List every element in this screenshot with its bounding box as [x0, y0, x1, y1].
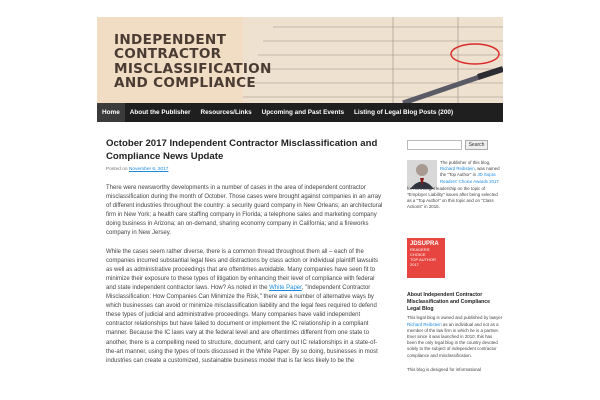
site-title-line: CONTRACTOR [114, 46, 222, 63]
about-author-link[interactable]: Richard Reibstein [407, 321, 442, 327]
badge-text: READERS' CHOICE [410, 247, 431, 257]
about-text [407, 315, 503, 358]
nav-item-resources[interactable]: Resources/Links [200, 109, 252, 116]
badge-text: TOP AUTHOR 2017 [410, 257, 436, 267]
award-link[interactable]: JD Supra Readers' Choice Awards 2017 [440, 172, 499, 184]
author-text: , was named the "Top Author" in [440, 166, 500, 178]
about-text-part: This legal blog is owned and published by lawyer [407, 315, 503, 321]
nav-item-events[interactable]: Upcoming and Past Events [261, 109, 345, 116]
post-date-link[interactable]: November 6, 2017 [128, 167, 169, 172]
post-text: , "Independent Contractor Misclassification: How Companies Can Minimize the Risk," there are a number of alternative ways by which businesses can avoid or minimize misclassification liability and the legal fees required to defend these types of judicial and administrative proceedings. Many companies have valid independent contractor relationships but have failed to document or implement the IC relationship in a compliant manner. Because the IC laws vary at the federal level and are oftentimes different from one state to another, there is a compelling need to structure, document, and carry out IC relationships in a state-of-the-art manner, using the types of tools discussed in the White Paper. By so doing, businesses in most industries can create a customized, sustainable business model that is far less likely to be the [106, 284, 378, 364]
post-paragraph [106, 248, 383, 366]
nav-item-home[interactable]: Home [97, 103, 125, 122]
author-text: for his thought leadership on the topic of "Employer Liability" issues after being selected as a "Top Author" on this topic and on "Class Actions" in 2016. [407, 185, 498, 210]
person-icon [407, 160, 437, 189]
search-form [407, 140, 503, 150]
main-nav [97, 103, 503, 122]
about-title: About Independent Contractor Misclassification and Compliance Legal Blog [407, 292, 491, 312]
sidebar [407, 140, 503, 373]
site-title[interactable] [114, 33, 272, 90]
white-paper-link[interactable]: White Paper [269, 284, 302, 291]
author-text: The publisher of this blog, [440, 160, 491, 165]
tax-form-illustration [243, 17, 503, 103]
about-text-2: This blog is designed for informational [407, 366, 481, 372]
post-body [106, 184, 383, 366]
site-title-line: MISCLASSIFICATION [114, 60, 272, 77]
author-photo [407, 160, 437, 189]
award-badge[interactable] [407, 238, 445, 278]
post-paragraph: There were newsworthy developments in a number of cases in the area of independent contractor misclassification during the month of October. Those cases were brought against companies in an array of different industries throughout the country: a security guard company in New Orleans; an architectural firm in New York; a health care staffing company in Florida; a telephone sales and marketing company doing business in Arizona; an on-demand, sharing economy company in California; and a fireworks company in New Jersey. [106, 185, 383, 237]
search-button[interactable]: Search [465, 140, 488, 150]
author-blurb [407, 160, 503, 211]
author-link[interactable]: Richard Reibstein [440, 166, 475, 172]
post-meta-prefix: Posted on [106, 167, 128, 172]
site-title-line: INDEPENDENT [114, 32, 227, 48]
about-text-part: as an individual and not as a member of the law firm in which he is a partner. Ever since it was launched in 2010, this has been the only legal blog in the country devoted solely to the subject of independent contractor compliance and misclassification. [407, 321, 499, 358]
post-title[interactable]: October 2017 Independent Contractor Misclassification and Compliance News Update [106, 138, 378, 162]
header-banner[interactable] [97, 17, 503, 103]
site-title-line: AND COMPLIANCE [114, 74, 257, 91]
author-widget [407, 160, 503, 235]
post-content [106, 138, 383, 375]
post-meta [106, 167, 383, 172]
post-text: While the cases seem rather diverse, there is a common thread throughout them all – each of the companies incurred substantial legal fees and distractions by class action or individual plaintiff lawsuits as well as administrative proceedings that are oftentimes avoidable. Many companies have seen fit to minimize their exposure to these types of litigation by enhancing their level of compliance with federal and state independent contractor laws. How? As noted in the [106, 248, 379, 291]
nav-item-blog-listing[interactable]: Listing of Legal Blog Posts (200) [354, 109, 454, 116]
nav-item-about[interactable]: About the Publisher [129, 109, 191, 116]
badge-brand: JDSUPRA [410, 241, 439, 247]
search-input[interactable] [407, 140, 462, 150]
